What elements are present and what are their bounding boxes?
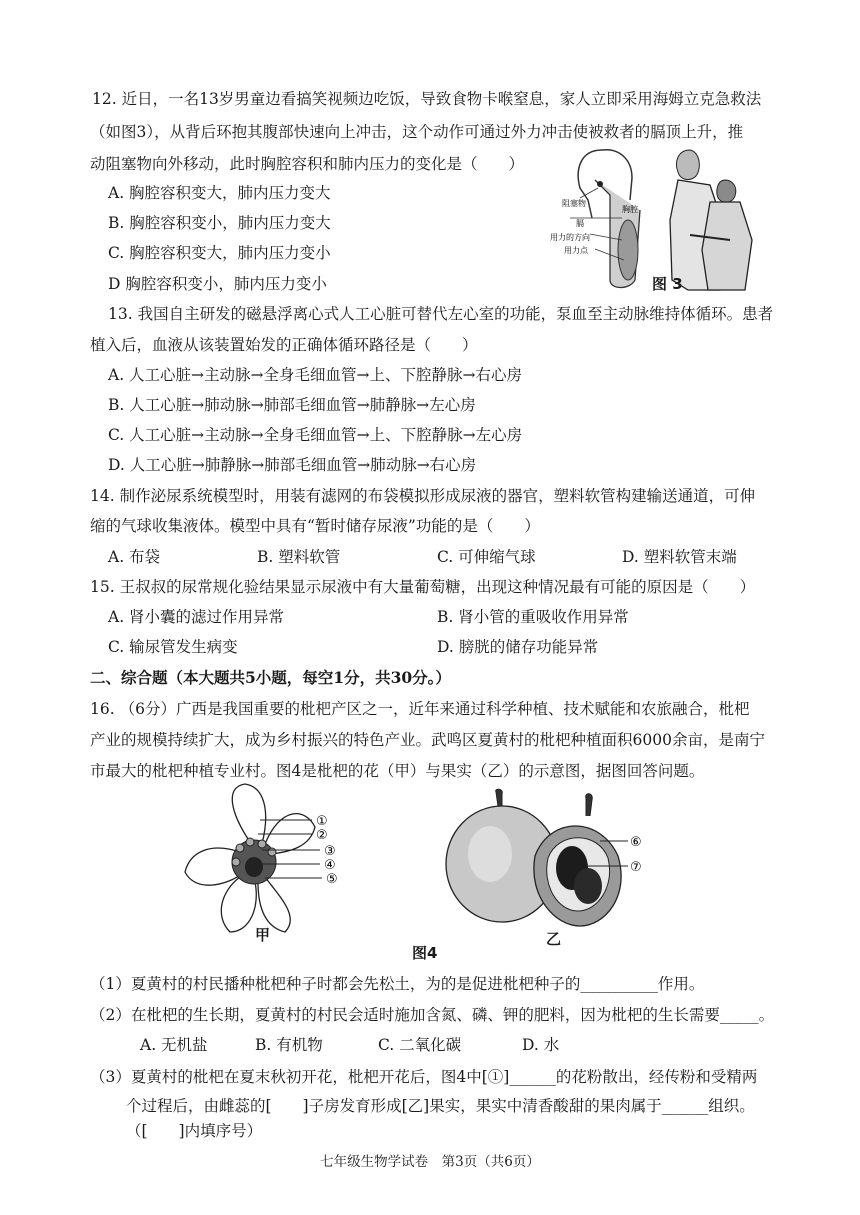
q14-line1: 14. 制作泌尿系统模型时，用装有滤网的布袋模拟形成尿液的器官，塑料软管构建输送通道，可伸 [90,487,756,505]
fig3-label-diaphragm: 膈 [576,219,584,228]
q16-line2: 产业的规模持续扩大，成为乡村振兴的特色产业。武鸣区夏黄村的枇杷种植面积6000余亩，是南宁 [90,731,765,749]
q16-sub3-line2: 个过程后，由雌蕊的[ ]子房发育形成[乙]果实，果实中清香酸甜的果肉属于______组织。 [126,1097,755,1115]
q13-line1: 13. 我国自主研发的磁悬浮离心式人工心脏可替代左心室的功能，泵血至主动脉维持体循环。患者 [108,305,774,323]
q13-option-b: B. 人工心脏→肺动脉→肺部毛细血管→肺静脉→左心房 [108,396,476,414]
flower-mark-3: ③ [324,844,336,859]
q16-sub3-line3: （[ ]内填序号） [126,1122,263,1140]
figure-3-heimlich-diagram [540,140,760,300]
flower-mark-5: ⑤ [326,872,338,887]
q12-option-b: B. 胸腔容积变小，肺内压力变大 [108,214,331,232]
q13-option-d: D. 人工心脏→肺静脉→肺部毛细血管→肺动脉→右心房 [108,456,477,474]
q14-option-b: B. 塑料软管 [257,548,341,566]
fruit-label-yi: 乙 [546,930,562,948]
q16-line3: 市最大的枇杷种植专业村。图4是枇杷的花（甲）与果实（乙）的示意图，据图回答问题。 [90,762,705,780]
q13-option-c: C. 人工心脏→主动脉→全身毛细血管→上、下腔静脉→左心房 [108,426,523,444]
q16-line1: 16. （6分）广西是我国重要的枇杷产区之一，近年来通过科学种植、技术赋能和农旅融合，枇杷 [90,700,750,718]
q16-sub2-option-c: C. 二氧化碳 [378,1036,462,1054]
q16-sub2-option-b: B. 有机物 [255,1036,323,1054]
fruit-mark-6: ⑥ [630,835,642,850]
q15-option-c: C. 输尿管发生病变 [108,638,238,656]
q14-option-d: D. 塑料软管末端 [622,548,737,566]
flower-label-jia: 甲 [255,926,271,944]
figure-4-caption: 图4 [412,944,438,962]
fig3-label-force-point: 用力点 [564,246,588,255]
q13-line2: 植入后，血液从该装置始发的正确体循环路径是（ ） [90,336,478,354]
q16-sub3-line1: （3）夏黄村的枇杷在夏末秋初开花，枇杷开花后，图4中[①]______的花粉散出，经传粉和受精两 [90,1068,758,1086]
figure-4-fruit-diagram [440,786,670,936]
q16-sub2-option-d: D. 水 [522,1036,560,1054]
q15-option-a: A. 肾小囊的滤过作用异常 [108,608,285,626]
flower-mark-1: ① [316,814,328,829]
q16-sub2: （2）在枇杷的生长期，夏黄村的村民会适时施加含氮、磷、钾的肥料，因为枇杷的生长需要_____。 [90,1006,775,1024]
q12-line2: （如图3），从背后环抱其腹部快速向上冲击，这个动作可通过外力冲击使被救者的膈顶上升，推 [90,123,744,141]
q12-option-d: D 胸腔容积变小，肺内压力变小 [108,275,327,293]
q14-line2: 缩的气球收集液体。模型中具有“暂时储存尿液”功能的是（ ） [90,517,540,535]
q15-option-d: D. 膀胱的储存功能异常 [437,638,599,656]
flower-mark-4: ④ [324,858,336,873]
q13-option-a: A. 人工心脏→主动脉→全身毛细血管→上、下腔静脉→右心房 [108,366,522,384]
fig3-label-chest: 胸腔 [622,205,638,214]
q15-line1: 15. 王叔叔的尿常规化验结果显示尿液中有大量葡萄糖，出现这种情况最有可能的原因是（ ） [90,578,756,596]
q16-sub1: （1）夏黄村的村民播种枇杷种子时都会先松土，为的是促进枇杷种子的__________作用。 [90,975,705,993]
q12-line1: 12. 近日，一名13岁男童边看搞笑视频边吃饭，导致食物卡喉窒息，家人立即采用海姆立克急救法 [92,90,762,108]
flower-mark-2: ② [316,828,328,843]
fig3-label-obstruction: 阻塞物 [562,199,586,208]
figure-4-flower-diagram [170,782,380,942]
page-footer: 七年级生物学试卷 第3页（共6页） [320,1154,540,1170]
q16-sub2-option-a: A. 无机盐 [140,1036,208,1054]
q12-option-a: A. 胸腔容积变大，肺内压力变大 [108,184,331,202]
q14-option-c: C. 可伸缩气球 [437,548,536,566]
section-2-heading: 二、综合题（本大题共5小题，每空1分，共30分。） [90,668,451,687]
fig3-label-force-direction: 用力的方向 [550,233,590,242]
q14-option-a: A. 布袋 [108,548,161,566]
q15-option-b: B. 肾小管的重吸收作用异常 [437,608,629,626]
q12-option-c: C. 胸腔容积变大，肺内压力变小 [108,244,331,262]
fruit-mark-7: ⑦ [630,860,642,875]
figure-3-caption: 图 3 [652,275,683,293]
q12-line3: 动阻塞物向外移动，此时胸腔容积和肺内压力的变化是（ ） [90,155,525,173]
